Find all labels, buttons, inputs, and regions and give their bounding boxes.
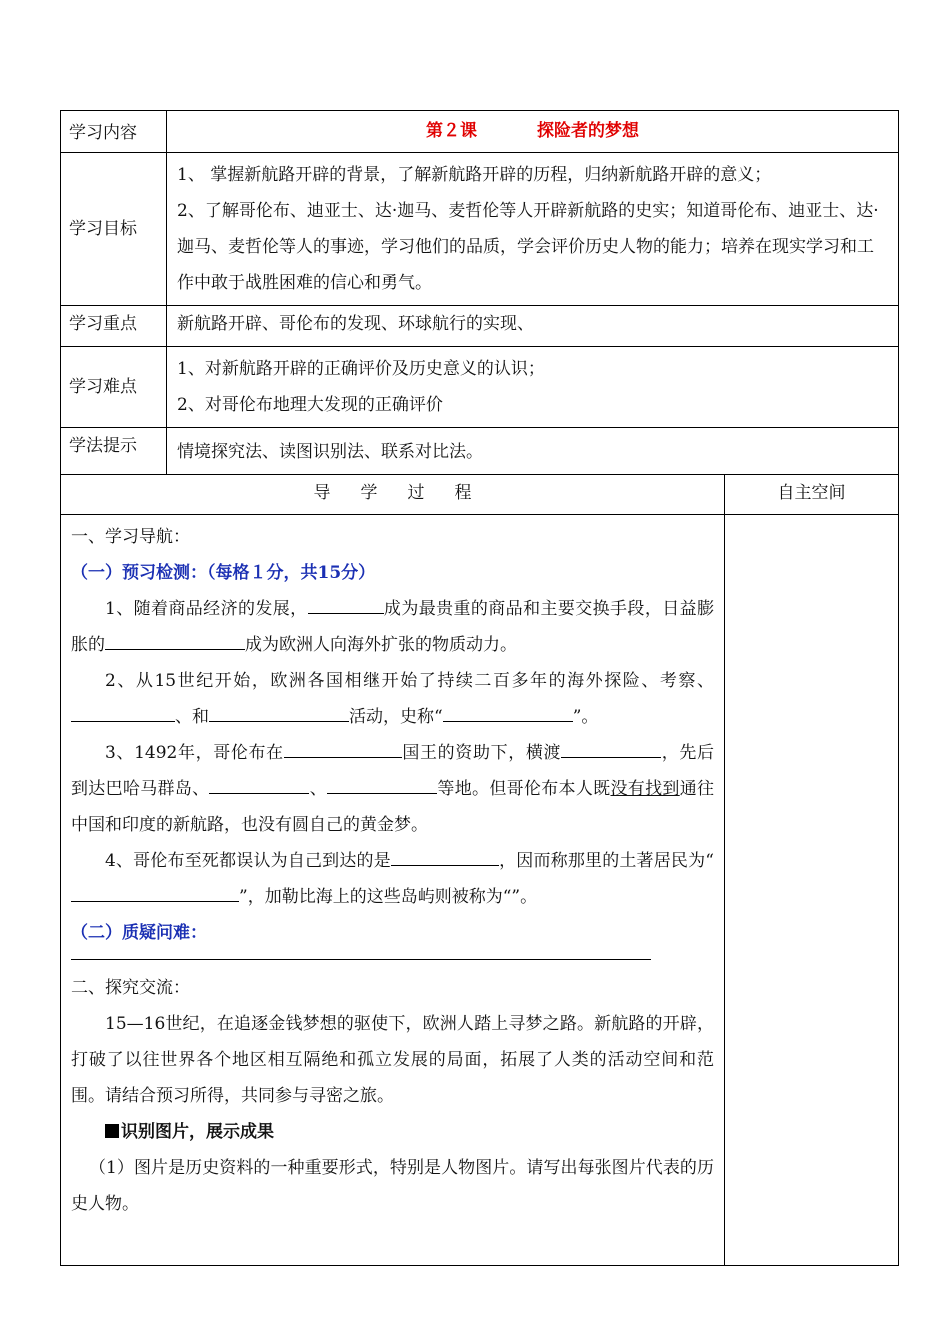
underlined-phrase: 没有找到 xyxy=(610,779,680,799)
question-2: 2、从15世纪开始，欧洲各国相继开始了持续二百多年的海外探险、考察、、和 活动，史称“ ”。 xyxy=(71,663,714,735)
lesson-table xyxy=(60,110,899,1266)
column-header-space: 自主空间 xyxy=(725,475,899,515)
question-doubts-heading: （二）质疑问难： xyxy=(71,923,207,943)
answer-blank[interactable] xyxy=(71,703,175,722)
section1-title: 一、学习导航： xyxy=(71,527,190,547)
row-difficulties xyxy=(61,347,899,428)
methods-text: 情境探究法、读图识别法、联系对比法。 xyxy=(167,428,899,475)
row-methods xyxy=(61,428,899,475)
picture-heading: 识别图片，展示成果 xyxy=(71,1114,714,1150)
label-objectives: 学习目标 xyxy=(61,153,167,306)
answer-line[interactable] xyxy=(71,955,651,960)
key-points-text: 新航路开辟、哥伦布的发现、环球航行的实现、 xyxy=(167,306,899,347)
section2-title: 二、探究交流： xyxy=(71,978,190,998)
answer-blank[interactable] xyxy=(284,739,402,758)
label-methods: 学法提示 xyxy=(61,428,167,475)
lesson-number: 第２课 xyxy=(426,121,477,141)
answer-blank[interactable] xyxy=(443,703,573,722)
answer-blank[interactable] xyxy=(105,631,245,650)
question-4: 4、哥伦布至死都误认为自己到达的是 ，因而称那里的土著居民为“”，加勒比海上的这些岛屿则被称为“”。 xyxy=(71,843,714,915)
section2-paragraph: 15—16世纪，在追逐金钱梦想的驱使下，欧洲人踏上寻梦之路。新航路的开辟，打破了以往世界各个地区相互隔绝和孤立发展的局面，拓展了人类的活动空间和范围。请结合预习所得，共同参与寻密之旅。 xyxy=(71,1014,714,1106)
row-learning-content xyxy=(61,111,899,153)
lesson-title: 探险者的梦想 xyxy=(537,121,639,141)
label-difficulties: 学习难点 xyxy=(61,347,167,428)
guided-learning-process xyxy=(61,515,725,1266)
picture-question-1: （1）图片是历史资料的一种重要形式，特别是人物图片。请写出每张图片代表的历史人物。 xyxy=(71,1158,714,1214)
label-learning-content: 学习内容 xyxy=(61,111,167,153)
difficulty-1: 1、对新航路开辟的正确评价及历史意义的认识； xyxy=(177,359,545,379)
answer-blank[interactable] xyxy=(209,703,349,722)
square-bullet-icon xyxy=(105,1124,119,1138)
objective-2: 2、了解哥伦布、迪亚士、达·迦马、麦哲伦等人开辟新航路的史实；知道哥伦布、迪亚士、达·迦马、麦哲伦等人的事迹，学习他们的品质，学会评价历史人物的能力；培养在现实学习和工作中敢于战胜困难的信心和勇气。 xyxy=(177,201,879,293)
question-3: 3、1492年，哥伦布在 国王的资助下，横渡 ，先后到达巴哈马群岛、 、 等地。但哥伦布本人既没有找到通往中国和印度的新航路，也没有圆自己的黄金梦。 xyxy=(71,735,714,843)
row-objectives xyxy=(61,153,899,306)
answer-blank[interactable] xyxy=(561,739,661,758)
lesson-plan xyxy=(60,110,898,1266)
self-study-space[interactable] xyxy=(725,515,899,1266)
column-header-process: 导学过程 xyxy=(61,475,725,515)
row-key-points xyxy=(61,306,899,347)
answer-blank[interactable] xyxy=(209,775,309,794)
difficulty-2: 2、对哥伦布地理大发现的正确评价 xyxy=(177,395,443,415)
row-main xyxy=(61,515,899,1266)
page-title xyxy=(167,111,899,153)
row-column-headers xyxy=(61,475,899,515)
objective-1: 1、 掌握新航路开辟的背景，了解新航路开辟的历程，归纳新航路开辟的意义； xyxy=(177,165,772,185)
answer-blank[interactable] xyxy=(71,883,239,902)
answer-blank[interactable] xyxy=(308,595,384,614)
answer-blank[interactable] xyxy=(327,775,437,794)
preview-check-heading: （一）预习检测：（每格１分，共15分） xyxy=(71,563,376,583)
answer-blank[interactable] xyxy=(391,847,499,866)
question-1: 1、随着商品经济的发展， 成为最贵重的商品和主要交换手段，日益膨胀的 成为欧洲人向海外扩张的物质动力。 xyxy=(71,591,714,663)
difficulties-content xyxy=(167,347,899,428)
objectives-content xyxy=(167,153,899,306)
label-key-points: 学习重点 xyxy=(61,306,167,347)
